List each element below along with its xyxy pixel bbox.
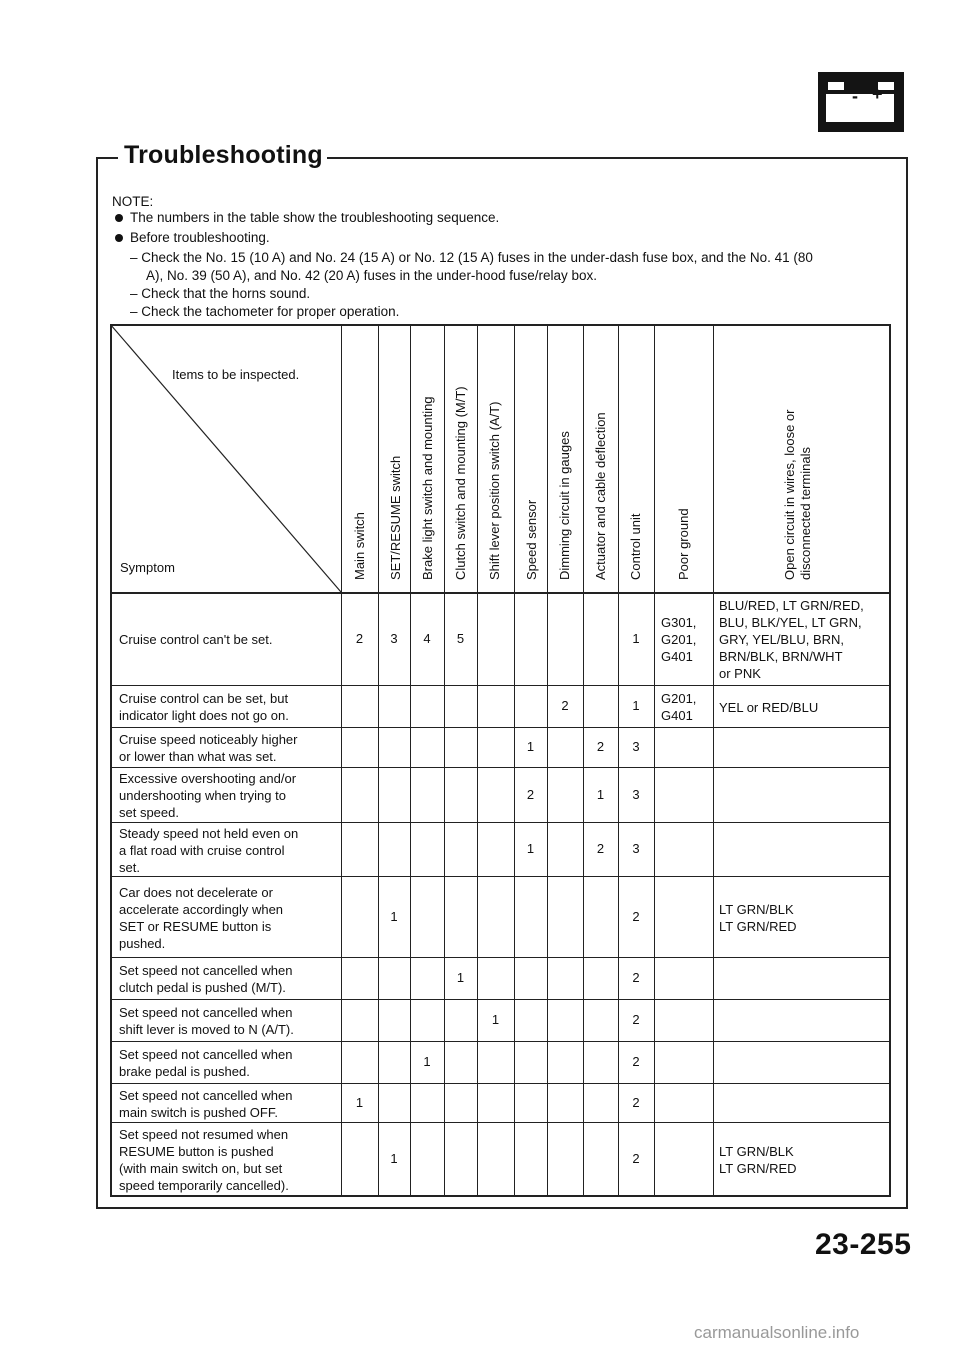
sequence-cell: 3 <box>632 841 640 856</box>
symptom-cell: Cruise control can't be set. <box>119 632 273 647</box>
sequence-cell: 1 <box>456 970 465 985</box>
table-header-divider <box>110 592 889 594</box>
column-header: Poor ground <box>676 508 691 580</box>
sequence-cell: 1 <box>390 1150 398 1166</box>
sequence-cell: 2 <box>526 786 535 802</box>
column-header: Open circuit in wires, loose or <box>782 409 797 580</box>
sequence-cell: 1 <box>491 1012 500 1027</box>
table-column-divider <box>547 324 548 1195</box>
table-row-divider <box>110 876 889 877</box>
table-row-divider <box>110 1122 889 1123</box>
table-column-divider <box>378 324 379 1195</box>
frame-right <box>906 157 908 1209</box>
column-header: disconnected terminals <box>798 447 813 580</box>
table-row-divider <box>110 1041 889 1042</box>
column-header: Clutch switch and mounting (M/T) <box>453 386 468 580</box>
column-header: Actuator and cable deflection <box>593 412 608 580</box>
column-header: Main switch <box>352 512 367 580</box>
sequence-cell: 2 <box>632 1150 640 1166</box>
sequence-cell: 2 <box>632 970 640 985</box>
watermark: carmanualsonline.info <box>694 1323 860 1342</box>
table-row-divider <box>110 685 889 686</box>
note-bullet-2: Before troubleshooting. <box>130 230 270 245</box>
column-header: Dimming circuit in gauges <box>557 431 572 580</box>
sequence-cell: 2 <box>355 630 364 646</box>
table-row-divider <box>110 1083 889 1084</box>
corner-items-label: Items to be inspected. <box>172 367 300 382</box>
ground-cell: G301, G201, G401 <box>661 615 697 664</box>
sequence-cell: 1 <box>526 739 535 754</box>
symptom-cell: Cruise speed noticeably higher or lower than what was set. <box>119 732 298 764</box>
note-check-1: – Check the No. 15 (10 A) and No. 24 (15 A) or No. 12 (15 A) fuses in the under-dash fuse box, and the No. 41 (80 <box>130 250 813 265</box>
wire-cell: BLU/RED, LT GRN/RED, BLU, BLK/YEL, LT GRN, GRY, YEL/BLU, BRN, BRN/BLK, BRN/WHT or PNK <box>719 598 864 681</box>
sequence-cell: 2 <box>561 698 569 713</box>
frame-left <box>96 157 98 1209</box>
note-check-3: – Check the tachometer for proper operation. <box>130 304 400 319</box>
table-row-divider <box>110 767 889 768</box>
table-column-divider <box>618 324 619 1195</box>
page-title: Troubleshooting <box>120 141 327 170</box>
wire-cell: YEL or RED/BLU <box>719 699 819 715</box>
wire-cell: LT GRN/BLK LT GRN/RED <box>719 901 797 934</box>
note-check-1-cont: A), No. 39 (50 A), and No. 42 (20 A) fuses in the under-hood fuse/relay box. <box>146 268 598 283</box>
symptom-cell: Car does not decelerate or accelerate accordingly when SET or RESUME button is pushed. <box>119 884 284 951</box>
column-header: Control unit <box>628 513 643 580</box>
symptom-cell: Set speed not cancelled when clutch pedal is pushed (M/T). <box>119 963 293 995</box>
column-header: Shift lever position switch (A/T) <box>487 401 502 580</box>
note-bullet-1: The numbers in the table show the troubleshooting sequence. <box>130 210 500 225</box>
table-column-divider <box>654 324 655 1195</box>
sequence-cell: 2 <box>632 1094 640 1110</box>
battery-plus-label: + <box>872 84 883 104</box>
sequence-cell: 5 <box>456 630 465 646</box>
sequence-cell: 1 <box>596 786 605 802</box>
sequence-cell: 1 <box>632 698 640 713</box>
sequence-cell: 2 <box>596 739 605 754</box>
frame-top-left <box>96 157 118 159</box>
note-heading: NOTE: <box>112 194 154 209</box>
sequence-cell: 3 <box>632 786 640 802</box>
bullet-icon <box>115 234 123 242</box>
sequence-cell: 4 <box>423 630 431 646</box>
table-border-right <box>889 324 891 1197</box>
sequence-cell: 1 <box>355 1094 364 1110</box>
symptom-cell: Set speed not resumed when RESUME button is pushed (with main switch on, but set speed temporarily cancelled). <box>119 1126 289 1193</box>
wire-cell: LT GRN/BLK LT GRN/RED <box>719 1143 797 1176</box>
sequence-cell: 1 <box>632 630 640 646</box>
column-header: Speed sensor <box>524 499 539 580</box>
column-header: Brake light switch and mounting <box>420 396 435 580</box>
bullet-icon <box>115 214 123 222</box>
sequence-cell: 1 <box>423 1054 431 1069</box>
frame-bottom <box>96 1207 908 1209</box>
table-column-divider <box>477 324 478 1195</box>
corner-diagonal <box>110 324 341 592</box>
note-check-2: – Check that the horns sound. <box>130 286 311 301</box>
symptom-cell: Excessive overshooting and/or undershooting when trying to set speed. <box>119 771 297 820</box>
column-header: SET/RESUME switch <box>388 455 403 580</box>
sequence-cell: 3 <box>632 739 640 754</box>
symptom-cell: Set speed not cancelled when main switch is pushed OFF. <box>119 1087 293 1120</box>
sequence-cell: 1 <box>390 908 398 924</box>
sequence-cell: 2 <box>632 1012 640 1027</box>
table-row-divider <box>110 822 889 823</box>
table-row-divider <box>110 999 889 1000</box>
sequence-cell: 2 <box>596 841 605 856</box>
table-column-divider <box>410 324 411 1195</box>
sequence-cell: 3 <box>390 630 398 646</box>
frame-top-right <box>300 157 908 159</box>
table-column-divider <box>514 324 515 1195</box>
table-row-divider <box>110 957 889 958</box>
table-border-bottom <box>110 1195 889 1197</box>
table-column-divider <box>713 324 714 1195</box>
table-column-divider <box>583 324 584 1195</box>
symptom-cell: Steady speed not held even on a flat road with cruise control set. <box>119 825 299 875</box>
battery-minus-label: - <box>852 86 858 106</box>
battery-icon <box>818 72 904 132</box>
page-number: 23-255 <box>815 1228 912 1261</box>
table-column-divider <box>341 324 342 1195</box>
sequence-cell: 2 <box>632 908 640 924</box>
corner-symptom-label: Symptom <box>120 560 175 575</box>
symptom-cell: Set speed not cancelled when shift lever is moved to N (A/T). <box>119 1005 294 1037</box>
ground-cell: G201, G401 <box>661 691 697 723</box>
symptom-cell: Set speed not cancelled when brake pedal is pushed. <box>119 1047 293 1079</box>
table-row-divider <box>110 727 889 728</box>
sequence-cell: 1 <box>526 841 535 856</box>
sequence-cell: 2 <box>632 1054 640 1069</box>
symptom-cell: Cruise control can be set, but indicator light does not go on. <box>119 691 289 723</box>
table-column-divider <box>444 324 445 1195</box>
